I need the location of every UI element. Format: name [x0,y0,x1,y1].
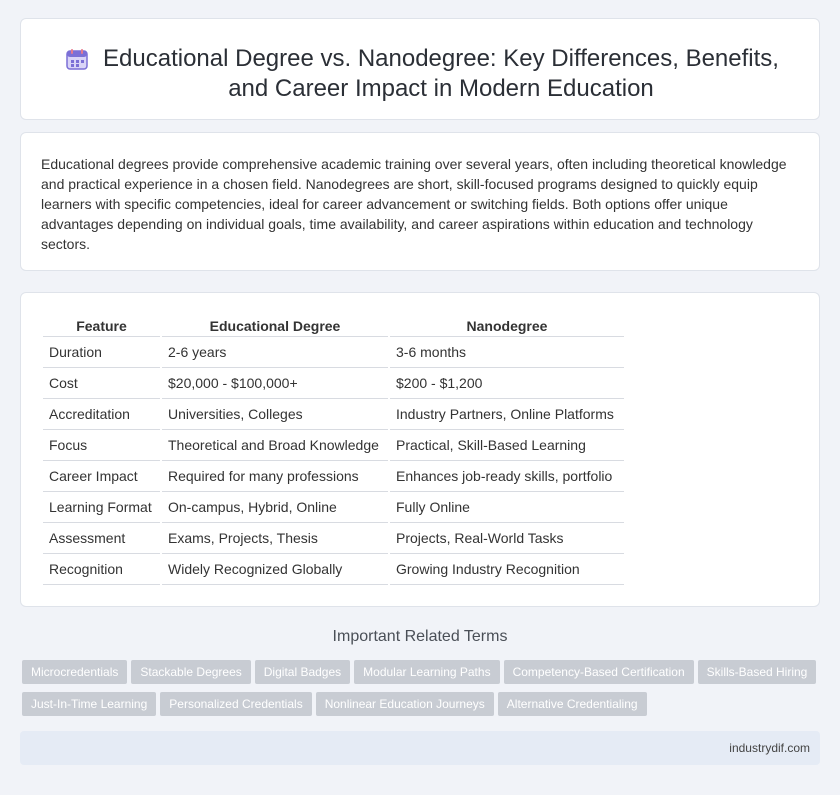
term-tag[interactable]: Modular Learning Paths [354,660,499,684]
related-terms-list [22,660,822,724]
term-tag[interactable]: Just-In-Time Learning [22,692,156,716]
cell-degree: Exams, Projects, Thesis [162,523,388,554]
table-header-row [43,313,624,337]
cell-degree: 2-6 years [162,337,388,368]
table-row [43,461,624,492]
calendar-icon [65,47,89,71]
cell-feature: Cost [43,368,160,399]
cell-nanodegree: Fully Online [390,492,624,523]
term-tag[interactable]: Digital Badges [255,660,350,684]
table-row [43,430,624,461]
cell-nanodegree: 3-6 months [390,337,624,368]
cell-nanodegree: Enhances job-ready skills, portfolio [390,461,624,492]
header-educational-degree: Educational Degree [162,313,388,337]
term-tag[interactable]: Competency-Based Certification [504,660,694,684]
cell-nanodegree: Projects, Real-World Tasks [390,523,624,554]
cell-feature: Career Impact [43,461,160,492]
page-title: Educational Degree vs. Nanodegree: Key Differences, Benefits, and Career Impact in Modern Education [103,45,779,102]
cell-feature: Assessment [43,523,160,554]
cell-degree: Universities, Colleges [162,399,388,430]
cell-degree: Widely Recognized Globally [162,554,388,585]
cell-degree: On-campus, Hybrid, Online [162,492,388,523]
comparison-card [20,292,820,607]
cell-feature: Learning Format [43,492,160,523]
header-card [20,18,820,120]
table-row [43,337,624,368]
term-tag[interactable]: Skills-Based Hiring [698,660,817,684]
table-row [43,399,624,430]
term-tag[interactable]: Alternative Credentialing [498,692,647,716]
cell-feature: Recognition [43,554,160,585]
term-tag[interactable]: Stackable Degrees [131,660,250,684]
cell-nanodegree: $200 - $1,200 [390,368,624,399]
related-terms-heading: Important Related Terms [332,628,508,645]
title-wrap [61,44,799,104]
footer [20,731,820,765]
table-row [43,492,624,523]
term-tag[interactable]: Personalized Credentials [160,692,311,716]
term-tag[interactable]: Nonlinear Education Journeys [316,692,494,716]
cell-nanodegree: Practical, Skill-Based Learning [390,430,624,461]
cell-degree: $20,000 - $100,000+ [162,368,388,399]
comparison-table [41,313,626,585]
cell-nanodegree: Industry Partners, Online Platforms [390,399,624,430]
cell-feature: Duration [43,337,160,368]
term-tag[interactable]: Microcredentials [22,660,127,684]
cell-feature: Focus [43,430,160,461]
table-row [43,523,624,554]
header-feature: Feature [43,313,160,337]
cell-feature: Accreditation [43,399,160,430]
cell-degree: Required for many professions [162,461,388,492]
cell-nanodegree: Growing Industry Recognition [390,554,624,585]
table-row [43,554,624,585]
footer-site[interactable]: industrydif.com [729,741,810,755]
header-nanodegree: Nanodegree [390,313,624,337]
table-row [43,368,624,399]
intro-text: Educational degrees provide comprehensive academic training over several years, often including theoretical knowledge and practical experience in a chosen field. Nanodegrees are short, skill-focused programs designed to quickly equip learners with specific competencies, ideal for career advancement or switching fields. Both options offer unique advantages depending on individual goals, time availability, and career aspirations within education and technology sectors. [41,156,787,252]
cell-degree: Theoretical and Broad Knowledge [162,430,388,461]
intro-card [20,132,820,271]
